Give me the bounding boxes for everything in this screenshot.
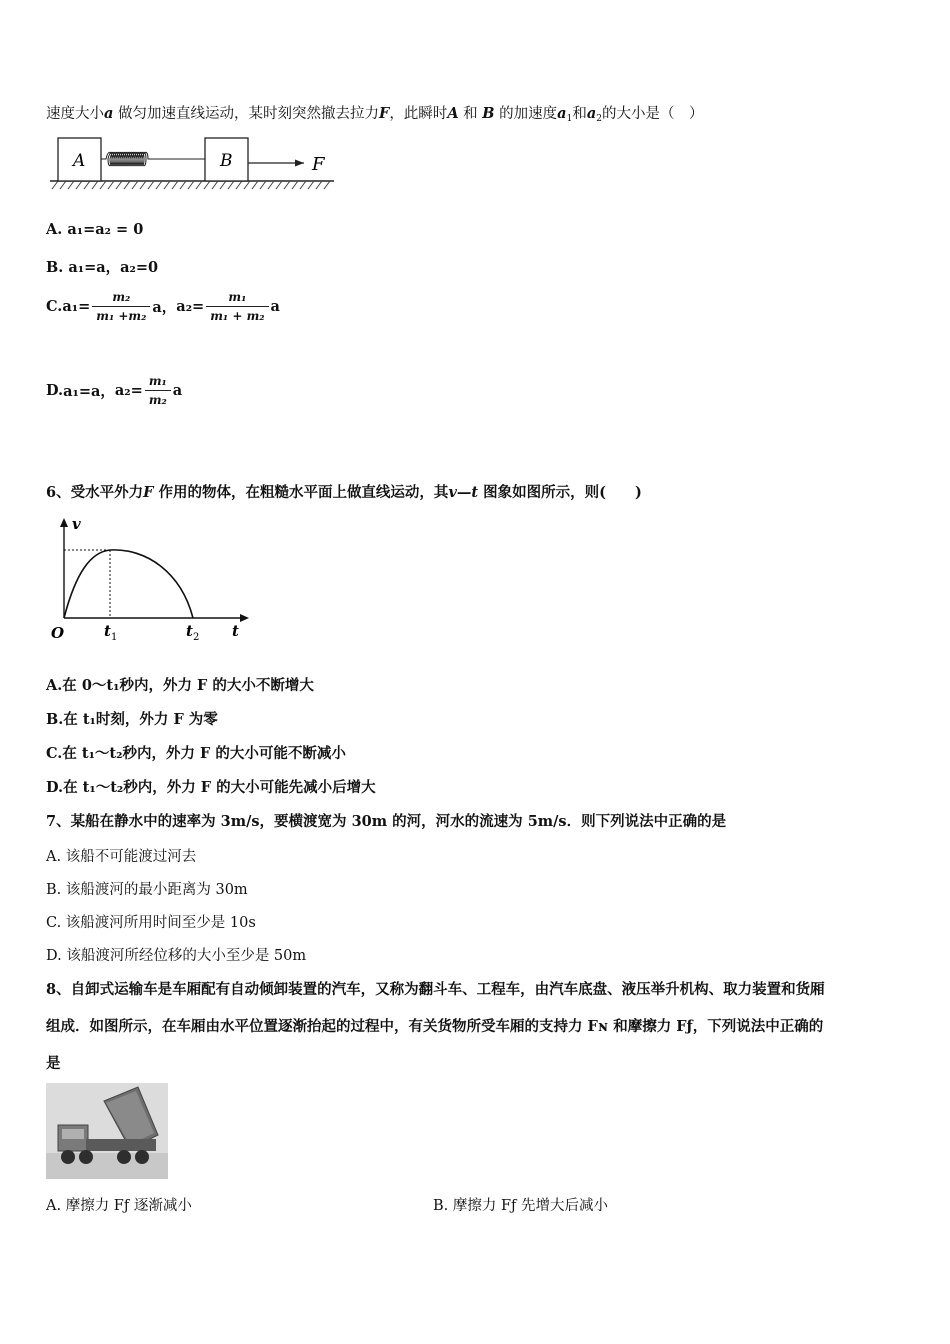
q7-option-D[interactable]: D. 该船渡河所经位移的大小至少是 50m	[46, 948, 307, 964]
option-text: a₁=a₂ = 0	[67, 221, 144, 238]
q5-stem-text: ，此瞬时	[389, 106, 448, 122]
v-axis-arrow	[60, 518, 68, 527]
q6-option-A[interactable]: A.在 0～t₁秒内，外力 F 的大小不断增大	[46, 677, 314, 694]
option-text: a₁=a，a₂=0	[68, 259, 159, 276]
option-prefix: C.	[46, 298, 63, 315]
q5-stem-a1: a	[557, 105, 567, 122]
block-B-label: B	[220, 151, 233, 171]
option-lhs: a₂=	[176, 298, 205, 315]
t1-label: t	[104, 622, 111, 640]
fraction-numerator: m₂	[112, 290, 131, 304]
q6-stem	[46, 481, 642, 502]
q5-spring-figure	[46, 135, 346, 195]
fraction	[145, 374, 171, 407]
q5-stem-a2: a	[586, 105, 597, 122]
q8-option-A[interactable]: A. 摩擦力 Fƒ 逐渐减小	[46, 1198, 192, 1214]
q6-option-B[interactable]: B.在 t₁时刻，外力 F 为零	[46, 711, 218, 728]
q5-stem-F: F	[379, 105, 390, 122]
q5-stem-text: 的加速度	[494, 106, 558, 122]
q6-stem-vt: v—t	[448, 484, 479, 501]
t1-sub: 1	[111, 632, 118, 643]
q5-stem-sub: 2	[596, 114, 602, 124]
q7-option-A[interactable]: A. 该船不可能渡过河去	[46, 849, 197, 865]
fraction-denominator: m₂	[148, 393, 167, 407]
fraction-denominator: m₁ +m₂	[96, 309, 147, 323]
t2-sub: 2	[193, 632, 200, 643]
fraction	[206, 290, 268, 323]
dump-truck-illustration	[46, 1083, 168, 1179]
q5-stem-sub: 1	[566, 114, 573, 124]
q6-stem-F: F	[143, 484, 154, 501]
option-rhs: a，	[152, 299, 177, 316]
q6-stem-text: 6、受水平外力	[46, 484, 144, 501]
fraction-denominator: m₁ + m₂	[210, 309, 265, 323]
q5-stem-text: 速度大小	[46, 106, 104, 122]
vt-curve	[64, 550, 193, 618]
q7-stem: 7、某船在静水中的速率为 3m/s，要横渡宽为 30m 的河，河水的流速为 5m/s．则下列说法中正确的是	[46, 813, 727, 830]
q6-stem-text: 图象如图所示，则( )	[478, 484, 642, 501]
option-lhs: a₂=	[114, 382, 143, 399]
q6-option-C[interactable]: C.在 t₁～t₂秒内，外力 F 的大小可能不断减小	[46, 745, 346, 762]
q6-stem-text: 作用的物体，在粗糙水平面上做直线运动，其	[153, 484, 449, 501]
fraction-numerator: m₁	[148, 374, 167, 388]
block-A-label: A	[73, 151, 86, 171]
q8-stem-line3: 是	[46, 1055, 61, 1072]
q8-stem-line2: 组成．如图所示，在车厢由水平位置逐渐抬起的过程中，有关货物所受车厢的支持力 Fɴ 和摩擦力 Fƒ，下列说法中正确的	[46, 1018, 824, 1035]
q5-option-C[interactable]	[46, 290, 280, 323]
option-prefix: B.	[46, 259, 69, 276]
q5-option-A[interactable]	[46, 221, 143, 238]
fraction	[92, 290, 150, 323]
q5-stem-text: 和	[458, 106, 483, 122]
fraction-numerator: m₁	[228, 290, 247, 304]
option-rhs: a	[172, 382, 183, 399]
q6-option-D[interactable]: D.在 t₁～t₂秒内，外力 F 的大小可能先减小后增大	[46, 779, 376, 796]
option-rhs: a	[270, 298, 280, 315]
option-prefix: D.	[46, 382, 64, 399]
q5-stem-text: 的大小是（ ）	[601, 106, 704, 122]
force-label: F	[312, 154, 325, 175]
v-label: v	[72, 515, 81, 533]
option-prefix: A.	[46, 221, 68, 238]
q5-option-D[interactable]	[46, 374, 182, 407]
q7-option-C[interactable]: C. 该船渡河所用时间至少是 10s	[46, 915, 256, 931]
q5-stem-a: a	[104, 105, 114, 122]
q5-stem-text: 做匀加速直线运动，某时刻突然撤去拉力	[113, 106, 380, 122]
option-lhs: a₁=	[62, 298, 91, 315]
dump-truck-image	[46, 1083, 168, 1179]
t2-label: t	[186, 622, 193, 640]
q8-stem-line1: 8、自卸式运输车是车厢配有自动倾卸装置的汽车，又称为翻斗车、工程车，由汽车底盘、液压举升机构、取力装置和货厢	[46, 981, 825, 998]
option-lhs: a₁=a，	[63, 383, 115, 400]
t-axis-arrow	[240, 614, 249, 622]
q5-option-B[interactable]	[46, 256, 158, 277]
q5-stem	[46, 102, 703, 124]
q5-stem-B: B	[482, 105, 495, 122]
q6-vt-graph	[46, 512, 256, 647]
q7-option-B[interactable]: B. 该船渡河的最小距离为 30m	[46, 882, 248, 898]
force-arrowhead	[295, 160, 304, 167]
origin-label: O	[51, 624, 65, 642]
spring	[101, 152, 205, 166]
q5-stem-A: A	[447, 105, 459, 122]
q8-option-B[interactable]: B. 摩擦力 Fƒ 先增大后减小	[433, 1198, 609, 1214]
q5-stem-text: 和	[572, 106, 587, 122]
t-axis-label: t	[232, 622, 239, 640]
